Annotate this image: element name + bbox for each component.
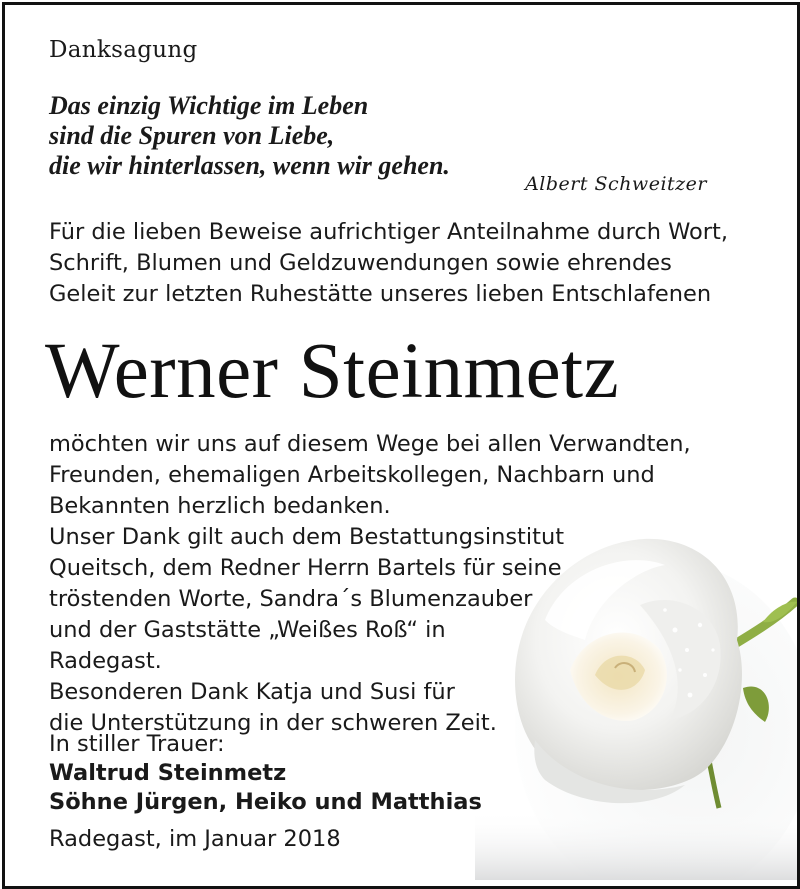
deceased-name: Werner Steinmetz xyxy=(45,328,620,415)
intro-text xyxy=(49,217,769,310)
thanks-line: Queitsch, dem Redner Herrn Bartels für seine xyxy=(49,555,562,581)
obituary-notice xyxy=(2,2,800,889)
thanks-line: Besonderen Dank Katja und Susi für xyxy=(49,679,455,705)
thanks-line: tröstenden Worte, Sandra´s Blumenzauber xyxy=(49,586,533,612)
quote-line: Das einzig Wichtige im Leben xyxy=(49,91,369,120)
quote-line: die wir hinterlassen, wenn wir gehen. xyxy=(49,151,450,180)
intro-line: Geleit zur letzten Ruhestätte unseres lieben Entschlafenen xyxy=(49,281,712,307)
thanks-text xyxy=(49,429,691,739)
place-date: Radegast, im Januar 2018 xyxy=(49,826,341,852)
quote-line: sind die Spuren von Liebe, xyxy=(49,121,335,150)
mourners-block xyxy=(49,730,482,817)
mourner-name: Söhne Jürgen, Heiko und Matthias xyxy=(49,789,482,815)
thanks-line: Bekannten herzlich bedanken. xyxy=(49,493,391,519)
thanks-line: Freunden, ehemaligen Arbeitskollegen, Nachbarn und xyxy=(49,462,655,488)
thanks-line: Radegast. xyxy=(49,648,162,674)
memorial-quote xyxy=(49,91,450,181)
thanks-line: und der Gaststätte „Weißes Roß“ in xyxy=(49,617,446,643)
quote-author: Albert Schweitzer xyxy=(525,173,707,195)
thanks-line: Unser Dank gilt auch dem Bestattungsinstitut xyxy=(49,524,565,550)
intro-line: Schrift, Blumen und Geldzuwendungen sowie ehrendes xyxy=(49,250,672,276)
mourning-label: In stiller Trauer: xyxy=(49,731,225,757)
thanks-line: die Unterstützung in der schweren Zeit. xyxy=(49,710,497,736)
mourner-name: Waltrud Steinmetz xyxy=(49,760,287,786)
intro-line: Für die lieben Beweise aufrichtiger Anteilnahme durch Wort, xyxy=(49,219,729,245)
notice-heading: Danksagung xyxy=(49,37,198,63)
thanks-line: möchten wir uns auf diesem Wege bei allen Verwandten, xyxy=(49,431,691,457)
